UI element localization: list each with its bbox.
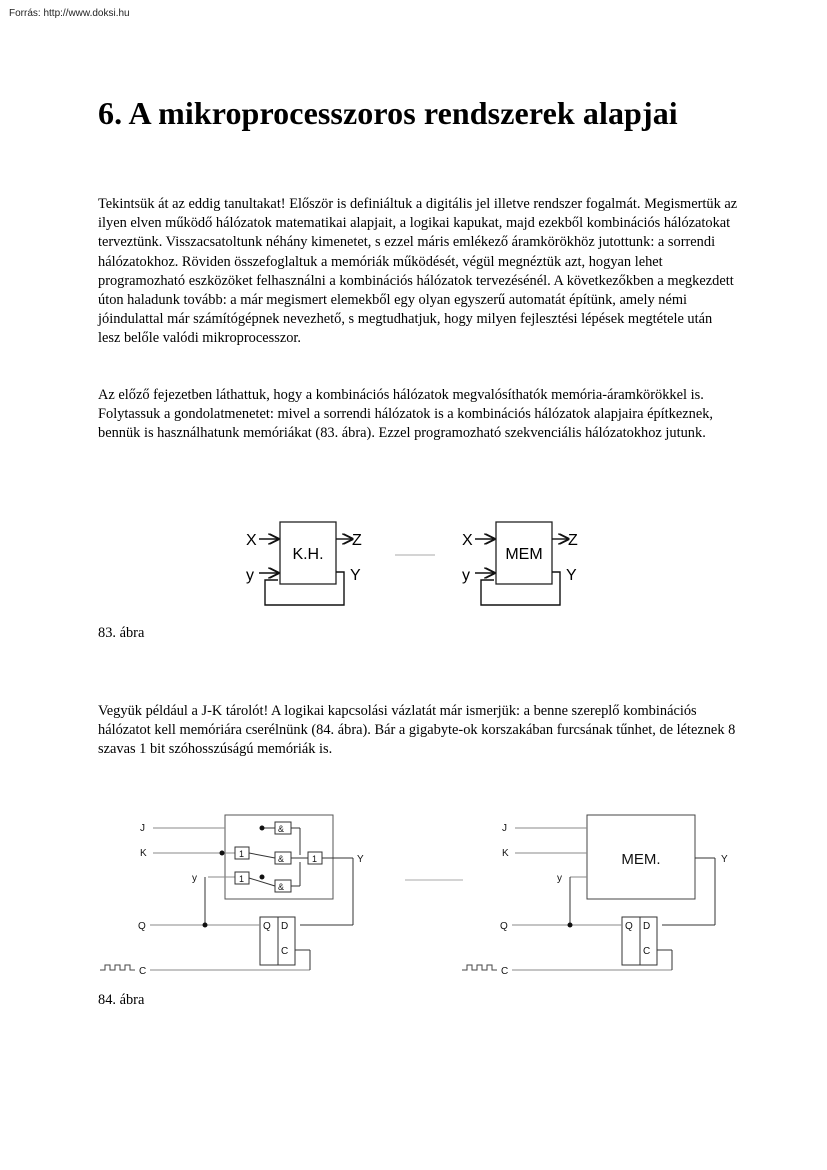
- figure-84-caption: 84. ábra: [98, 992, 145, 1008]
- fig84-right-ffd: D: [643, 921, 651, 932]
- fig84-left-ffd: D: [281, 921, 289, 932]
- right-output-y: Y: [566, 567, 577, 584]
- fig84-left-yout: Y: [357, 854, 364, 865]
- page-title: 6. A mikroprocesszoros rendszerek alapjai: [98, 95, 678, 131]
- fig84-right-k: K: [502, 848, 509, 859]
- fig84-right-c: C: [501, 966, 509, 977]
- left-input-x: X: [246, 532, 257, 549]
- figure-83-diagram: [240, 515, 590, 615]
- paragraph-2: Az előző fejezetben láthattuk, hogy a kombinációs hálózatok megvalósíthatók memória-áramkörökkel is. Folytassuk a gondolatmenetet: mivel a sorrendi hálózatok is a kombinációs hálózatok alapjaira építkeznek, bennük is használhatunk memóriákat (83. ábra). Ezzel programozható szekvenciális hálózatokhoz jutunk.: [98, 387, 714, 442]
- fig84-not-1: 1: [239, 849, 245, 859]
- mem-label: MEM: [505, 546, 543, 563]
- fig84-and-1: &: [278, 824, 285, 834]
- fig84-left-q: Q: [138, 921, 146, 932]
- fig84-left-y: y: [192, 873, 197, 884]
- left-output-z: Z: [352, 532, 362, 549]
- fig84-left-k: K: [140, 848, 147, 859]
- figure-83-caption: 83. ábra: [98, 625, 145, 641]
- fig84-mem-label: MEM.: [621, 851, 661, 868]
- figure-84-diagram: [95, 810, 745, 980]
- fig84-and-3: &: [278, 882, 285, 892]
- fig84-right-ffq: Q: [625, 921, 633, 932]
- fig84-left-j: J: [140, 823, 145, 834]
- fig84-left-c: C: [139, 966, 147, 977]
- paragraph-1: Tekintsük át az eddig tanultakat! Először is definiáltuk a digitális jel illetve rendszer fogalmát. Megismertük az ilyen elven működő hálózatok matematikai alapjait, a logikai kapukat, majd ezekből kombinációs hálózatokat terveztünk. Visszacsatoltunk néhány kimenetet, s ezzel máris emlékező áramkörökhöz jutottunk: a sorrendi hálózatokhoz. Röviden összefoglaltuk a memóriák működését, végül megnéztük azt, hogyan lehet programozható eszközöket felhasználni a kombinációs hálózatok tervezésénél. A következőkben a megkezdett úton haladunk tovább: a már megismert elemekből egy olyan egyszerű automatát építünk, amely némi jóindulattal már számítógépnek nevezhető, s megtudhatjuk, hogy milyen fejlesztési lépések megtétele után lesz belőle valódi mikroprocesszor.: [98, 196, 738, 347]
- fig84-right-y: y: [557, 873, 562, 884]
- fig84-left-ffq: Q: [263, 921, 271, 932]
- paragraph-3: Vegyük például a J-K tárolót! A logikai kapcsolási vázlatát már ismerjük: a benne szereplő kombinációs hálózatot kell memóriára cserélnünk (84. ábra). Bár a gigabyte-ok korszakában furcsának tűnhet, de léteznek 8 szavas 1 bit szóhosszúságú memóriák is.: [98, 703, 736, 758]
- fig84-right-yout: Y: [721, 854, 728, 865]
- left-output-y: Y: [350, 567, 361, 584]
- fig84-right-ffc: C: [643, 946, 651, 957]
- fig84-right-q: Q: [500, 921, 508, 932]
- kh-label: K.H.: [292, 546, 324, 563]
- source-link[interactable]: Forrás: http://www.doksi.hu: [9, 8, 130, 19]
- right-input-y: y: [462, 567, 470, 584]
- right-output-z: Z: [568, 532, 578, 549]
- fig84-and-2: &: [278, 854, 285, 864]
- fig84-not-2: 1: [239, 874, 245, 884]
- fig84-left-ffc: C: [281, 946, 289, 957]
- fig84-or: 1: [312, 854, 318, 864]
- fig84-right-j: J: [502, 823, 507, 834]
- right-input-x: X: [462, 532, 473, 549]
- source-label: [9, 8, 130, 19]
- left-input-y: y: [246, 567, 254, 584]
